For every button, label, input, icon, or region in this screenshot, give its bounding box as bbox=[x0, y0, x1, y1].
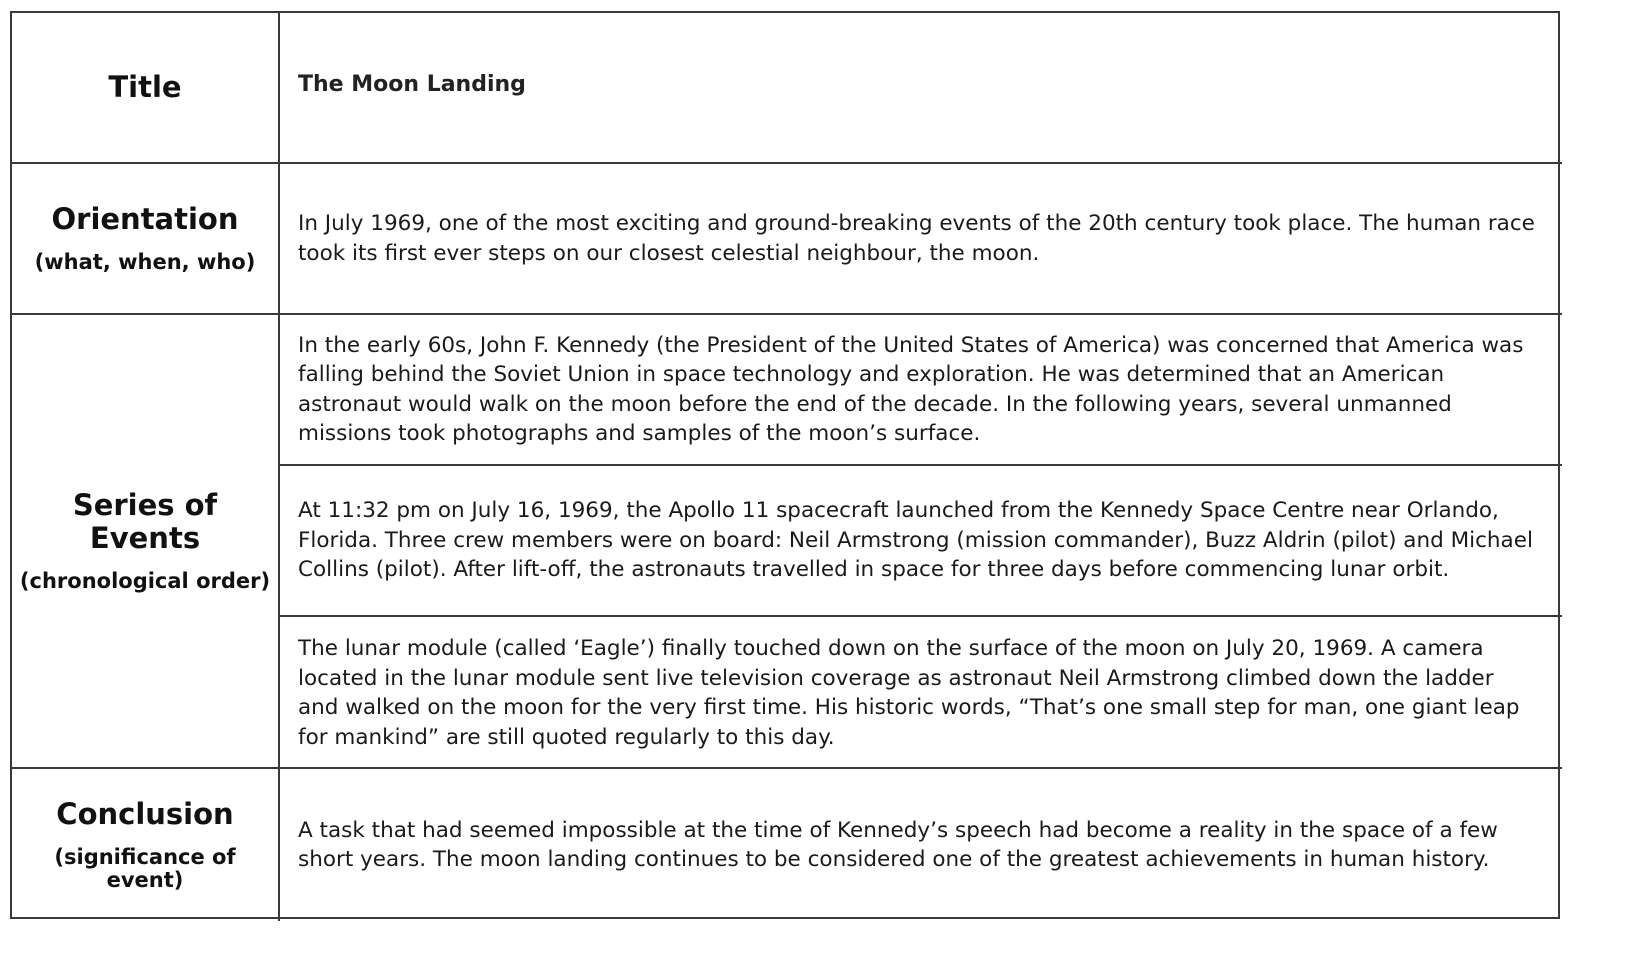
series-of-events-sublabel: (chronological order) bbox=[19, 568, 271, 593]
orientation-sublabel: (what, when, who) bbox=[34, 249, 256, 274]
title-label-cell bbox=[12, 13, 280, 164]
event-cell-2 bbox=[280, 466, 1562, 617]
orientation-label-cell bbox=[12, 164, 280, 315]
orientation-content-cell bbox=[280, 164, 1562, 315]
orientation-label: Orientation bbox=[51, 202, 239, 237]
title-label: Title bbox=[108, 69, 182, 104]
event-text-3: The lunar module (called ‘Eagle’) finally touched down on the surface of the moon on July 20, 1969. A camera located in the lunar module sent live television coverage as astronaut Neil Armstrong climbed down the ladder and walked on the moon for the very first time. His historic words, “That’s one small step for man, one giant leap for mankind” are still quoted regularly to this day. bbox=[298, 636, 1520, 750]
orientation-content: In July 1969, one of the most exciting and ground-breaking events of the 20th century took place. The human race took its first ever steps on our closest celestial neighbour, the moon. bbox=[298, 211, 1535, 266]
title-content-cell bbox=[280, 13, 1562, 164]
conclusion-content-cell bbox=[280, 769, 1562, 921]
event-cell-1 bbox=[280, 315, 1562, 466]
series-of-events-content bbox=[280, 315, 1562, 769]
conclusion-label: Conclusion bbox=[56, 797, 234, 832]
event-text-1: In the early 60s, John F. Kennedy (the President of the United States of America) was concerned that America was falling behind the Soviet Union in space technology and exploration. He was determined that an American astronaut would walk on the moon before the end of the decade. In the following years, several unmanned missions took photographs and samples of the moon’s surface. bbox=[298, 332, 1524, 446]
series-of-events-label-cell bbox=[12, 315, 280, 769]
title-content: The Moon Landing bbox=[298, 72, 526, 97]
event-text-2: At 11:32 pm on July 16, 1969, the Apollo 11 spacecraft launched from the Kennedy Space Centre near Orlando, Florida. Three crew members were on board: Neil Armstrong (mission commander), Buzz Aldrin (pilot) and Michael Collins (pilot). After lift-off, the astronauts travelled in space for three days before commencing lunar orbit. bbox=[298, 498, 1533, 583]
conclusion-sublabel: (significance of event) bbox=[54, 844, 236, 892]
conclusion-label-cell bbox=[12, 769, 280, 921]
conclusion-content: A task that had seemed impossible at the time of Kennedy’s speech had become a reality in the space of a few short years. The moon landing continues to be considered one of the greatest achievements in human history. bbox=[298, 817, 1498, 872]
recount-table bbox=[10, 11, 1560, 919]
event-cell-3 bbox=[280, 617, 1562, 769]
series-of-events-label: Series of Events bbox=[72, 488, 218, 556]
